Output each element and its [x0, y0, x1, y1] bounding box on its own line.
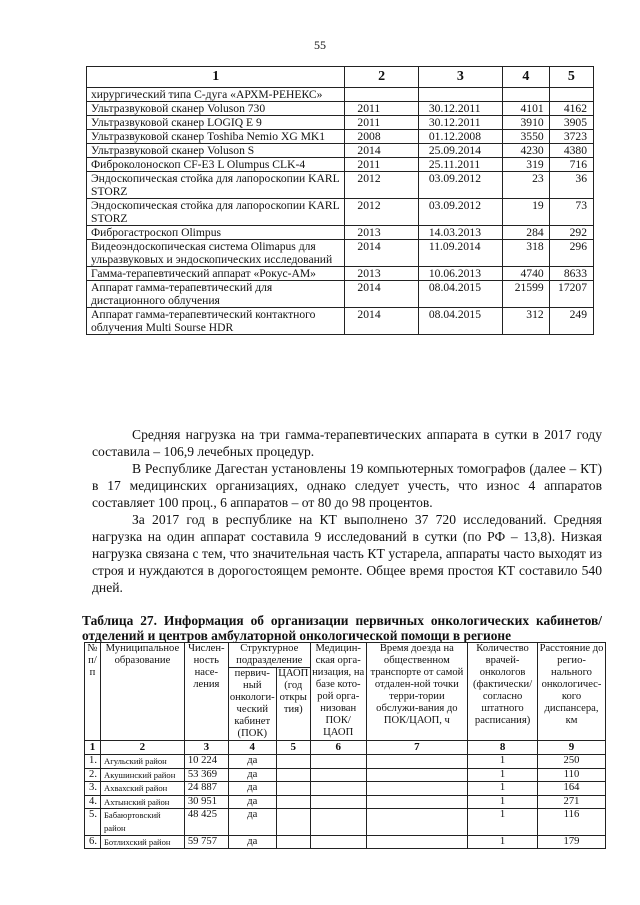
- column-number: 4: [228, 741, 276, 755]
- equipment-year: 2011: [345, 116, 418, 130]
- equipment-year: 2011: [345, 102, 418, 116]
- equipment-date: 14.03.2013: [418, 226, 502, 240]
- equipment-name: Фиброгастроскоп Olimpus: [87, 226, 345, 240]
- table-row: [85, 809, 606, 835]
- travel-time-value: [366, 755, 468, 769]
- equipment-value-4: 284: [502, 226, 549, 240]
- table-row: [87, 144, 594, 158]
- medorg-value: [310, 755, 366, 769]
- table-row: [85, 835, 606, 849]
- column-number: 5: [276, 741, 310, 755]
- district-name: Ахвахский район: [100, 782, 184, 796]
- row-number: 2.: [85, 768, 101, 782]
- equipment-value-4: 3910: [502, 116, 549, 130]
- equipment-year: 2012: [345, 199, 418, 226]
- equipment-value-4: 3550: [502, 130, 549, 144]
- equipment-date: 30.12.2011: [418, 116, 502, 130]
- equipment-name: Ультразвуковой сканер Toshiba Nemio XG MK1: [87, 130, 345, 144]
- equipment-value-4: 19: [502, 199, 549, 226]
- equipment-value-5: 3723: [549, 130, 593, 144]
- equipment-value-5: [549, 88, 593, 102]
- equipment-name: Видеоэндоскопическая система Olimapus для ульразвуковых и эндоскопических исследований: [87, 240, 345, 267]
- equipment-table-body: [87, 88, 594, 335]
- equipment-value-5: 4380: [549, 144, 593, 158]
- table-row: [87, 308, 594, 335]
- population-value: 24 887: [184, 782, 228, 796]
- equipment-year: 2008: [345, 130, 418, 144]
- oncologist-count: 1: [468, 768, 538, 782]
- row-number: 5.: [85, 809, 101, 835]
- header-municipality: Муниципальное образование: [100, 643, 184, 741]
- equipment-col-5-header: 5: [549, 67, 593, 88]
- population-value: 48 425: [184, 809, 228, 835]
- medorg-value: [310, 795, 366, 809]
- header-pok: первич-ный онкологи-ческий кабинет (ПОК): [229, 668, 275, 739]
- pok-value: да: [228, 768, 276, 782]
- table-row: [87, 281, 594, 308]
- equipment-name: Гамма-терапевтический аппарат «Рокус-АМ»: [87, 267, 345, 281]
- equipment-date: 30.12.2011: [418, 102, 502, 116]
- equipment-year: 2013: [345, 267, 418, 281]
- equipment-date: 08.04.2015: [418, 281, 502, 308]
- equipment-value-5: 8633: [549, 267, 593, 281]
- oncologist-count: 1: [468, 835, 538, 849]
- caop-value: [276, 755, 310, 769]
- oncology-column-number-row: [85, 741, 606, 755]
- equipment-name: Аппарат гамма-терапевтический для дистационного облучения: [87, 281, 345, 308]
- equipment-date: 25.09.2014: [418, 144, 502, 158]
- equipment-date: 03.09.2012: [418, 172, 502, 199]
- equipment-name: Ультразвуковой сканер Voluson 730: [87, 102, 345, 116]
- medorg-value: [310, 768, 366, 782]
- table-row: [87, 226, 594, 240]
- caop-value: [276, 795, 310, 809]
- header-num: № п/п: [85, 643, 101, 741]
- table-row: [87, 240, 594, 267]
- travel-time-value: [366, 782, 468, 796]
- column-number: 2: [100, 741, 184, 755]
- equipment-value-5: 73: [549, 199, 593, 226]
- equipment-name: Эндоскопическая стойка для лапороскопии KARL STORZ: [87, 172, 345, 199]
- oncologist-count: 1: [468, 755, 538, 769]
- equipment-value-5: 716: [549, 158, 593, 172]
- header-travel-time: Время доезда на общественном транспорте от самой отдален-ной точки терри-тории обслужи-вания до ПОК/ЦАОП, ч: [366, 643, 468, 741]
- caop-value: [276, 809, 310, 835]
- header-caop: ЦАОП (год откры тия): [276, 668, 310, 741]
- medorg-value: [310, 782, 366, 796]
- column-number: 6: [310, 741, 366, 755]
- table-row: [87, 267, 594, 281]
- population-value: 59 757: [184, 835, 228, 849]
- pok-value: да: [228, 755, 276, 769]
- distance-value: 110: [538, 768, 606, 782]
- equipment-value-5: 17207: [549, 281, 593, 308]
- oncology-table-body: [85, 755, 606, 849]
- row-number: 1.: [85, 755, 101, 769]
- district-name: Акушинский район: [100, 768, 184, 782]
- pok-value: да: [228, 835, 276, 849]
- travel-time-value: [366, 768, 468, 782]
- distance-value: 271: [538, 795, 606, 809]
- district-name: Ботлихский район: [100, 835, 184, 849]
- oncologist-count: 1: [468, 809, 538, 835]
- equipment-date: [418, 88, 502, 102]
- column-number: 1: [85, 741, 101, 755]
- header-population: Числен-ность насе-ления: [184, 643, 228, 741]
- table-row: [87, 172, 594, 199]
- column-number: 8: [468, 741, 538, 755]
- travel-time-value: [366, 809, 468, 835]
- equipment-value-5: 249: [549, 308, 593, 335]
- medorg-value: [310, 809, 366, 835]
- oncologist-count: 1: [468, 782, 538, 796]
- table-row: [85, 795, 606, 809]
- medorg-value: [310, 835, 366, 849]
- oncology-header-row: [85, 643, 606, 668]
- equipment-value-4: 21599: [502, 281, 549, 308]
- column-number: 9: [538, 741, 606, 755]
- caop-value: [276, 835, 310, 849]
- travel-time-value: [366, 795, 468, 809]
- equipment-year: [345, 88, 418, 102]
- equipment-value-5: 3905: [549, 116, 593, 130]
- equipment-year: 2014: [345, 144, 418, 158]
- equipment-date: 10.06.2013: [418, 267, 502, 281]
- equipment-value-4: 312: [502, 308, 549, 335]
- equipment-value-4: 318: [502, 240, 549, 267]
- equipment-year: 2014: [345, 240, 418, 267]
- equipment-table: [86, 66, 594, 335]
- equipment-name: хирургический типа С-дуга «АРХМ-РЕНЕКС»: [87, 88, 345, 102]
- column-number: 3: [184, 741, 228, 755]
- equipment-value-4: 4230: [502, 144, 549, 158]
- population-value: 53 369: [184, 768, 228, 782]
- equipment-year: 2012: [345, 172, 418, 199]
- paragraph-ct-research: За 2017 год в республике на КТ выполнено 37 720 исследований. Средняя нагрузка на один аппарат составила 9 исследований в сутки (по РФ – 13,8). Низкая нагрузка связана с тем, что значительная часть КТ устарела, аппараты часто выходят из строя и нуждаются в дорогостоящем ремонте. Общее время простоя КТ составило 540 дней.: [92, 512, 602, 595]
- equipment-date: 08.04.2015: [418, 308, 502, 335]
- equipment-date: 25.11.2011: [418, 158, 502, 172]
- equipment-value-4: [502, 88, 549, 102]
- header-oncologists: Количество врачей-онкологов (фактически/ согласно штатного расписания): [468, 643, 538, 741]
- table-row: [87, 199, 594, 226]
- equipment-col-3-header: 3: [418, 67, 502, 88]
- distance-value: 250: [538, 755, 606, 769]
- row-number: 3.: [85, 782, 101, 796]
- district-name: Бабаюртовский район: [100, 809, 184, 835]
- paragraph-gamma-load: Средняя нагрузка на три гамма-терапевтических аппарата в сутки в 2017 году составила – 106,9 лечебных процедур.: [92, 427, 602, 459]
- equipment-col-1-header: 1: [87, 67, 345, 88]
- equipment-value-4: 4740: [502, 267, 549, 281]
- population-value: 10 224: [184, 755, 228, 769]
- table-row: [85, 768, 606, 782]
- header-medorg: Медицин-ская орга-низация, на базе кото-рой орга-низован ПОК/ЦАОП: [310, 643, 366, 741]
- distance-value: 116: [538, 809, 606, 835]
- table-row: [87, 102, 594, 116]
- page-number: 55: [314, 38, 326, 52]
- header-distance: Расстояние до регио-нального онкологичес-кого диспансера, км: [538, 643, 606, 741]
- pok-value: да: [228, 795, 276, 809]
- population-value: 30 951: [184, 795, 228, 809]
- row-number: 6.: [85, 835, 101, 849]
- equipment-value-4: 23: [502, 172, 549, 199]
- oncology-table: [84, 642, 606, 849]
- distance-value: 164: [538, 782, 606, 796]
- equipment-header-row: [87, 67, 594, 88]
- equipment-date: 11.09.2014: [418, 240, 502, 267]
- equipment-name: Ультразвуковой сканер Voluson S: [87, 144, 345, 158]
- row-number: 4.: [85, 795, 101, 809]
- equipment-name: Аппарат гамма-терапевтический контактного облучения Multi Sourse HDR: [87, 308, 345, 335]
- table-row: [87, 88, 594, 102]
- equipment-value-4: 4101: [502, 102, 549, 116]
- equipment-col-4-header: 4: [502, 67, 549, 88]
- column-number: 7: [366, 741, 468, 755]
- equipment-name: Эндоскопическая стойка для лапороскопии KARL STORZ: [87, 199, 345, 226]
- travel-time-value: [366, 835, 468, 849]
- table-row: [87, 130, 594, 144]
- equipment-year: 2013: [345, 226, 418, 240]
- equipment-name: Фиброколоноскоп CF-E3 L Olumpus CLK-4: [87, 158, 345, 172]
- equipment-col-2-header: 2: [345, 67, 418, 88]
- equipment-year: 2014: [345, 308, 418, 335]
- equipment-year: 2011: [345, 158, 418, 172]
- pok-value: да: [228, 782, 276, 796]
- district-name: Ахтынский район: [100, 795, 184, 809]
- equipment-value-5: 292: [549, 226, 593, 240]
- header-structural: Структурное подразделение: [228, 643, 310, 668]
- equipment-date: 01.12.2008: [418, 130, 502, 144]
- table27-title: Таблица 27. Информация об организации первичных онкологических кабинетов/отделений и центров амбулаторной онкологической помощи в регионе: [82, 613, 602, 643]
- table-row: [85, 755, 606, 769]
- distance-value: 179: [538, 835, 606, 849]
- equipment-name: Ультразвуковой сканер LOGIQ E 9: [87, 116, 345, 130]
- equipment-value-4: 319: [502, 158, 549, 172]
- table-row: [87, 158, 594, 172]
- equipment-value-5: 296: [549, 240, 593, 267]
- table-row: [87, 116, 594, 130]
- equipment-value-5: 36: [549, 172, 593, 199]
- equipment-value-5: 4162: [549, 102, 593, 116]
- caop-value: [276, 782, 310, 796]
- caop-value: [276, 768, 310, 782]
- oncologist-count: 1: [468, 795, 538, 809]
- district-name: Агульский район: [100, 755, 184, 769]
- equipment-date: 03.09.2012: [418, 199, 502, 226]
- paragraph-ct-count: В Республике Дагестан установлены 19 компьютерных томографов (далее – КТ) в 17 медицинских организациях, однако следует учесть, что износ 4 аппаратов составляет 100 проц., 6 аппаратов – от 80 до 98 процентов.: [92, 461, 602, 510]
- pok-value: да: [228, 809, 276, 835]
- table-row: [85, 782, 606, 796]
- equipment-year: 2014: [345, 281, 418, 308]
